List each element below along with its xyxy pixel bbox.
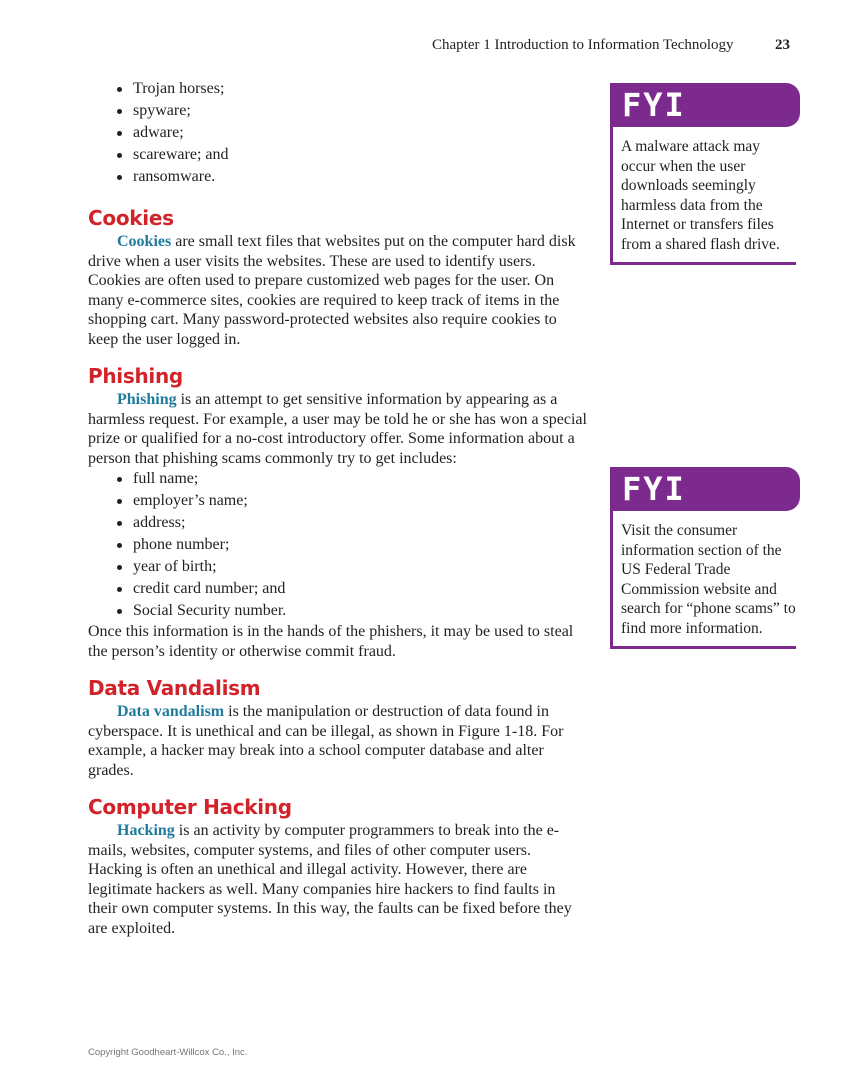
fyi-tab: [610, 467, 800, 511]
phishing-paragraph: Phishing is an attempt to get sensitive information by appearing as a harmless request. For example, a user may be told he or she has won a special prize or qualified for a no-cost introductory offer. Some information about a person that phishing scams commonly try to get includes:: [88, 391, 587, 467]
hacking-paragraph: Hacking is an activity by computer programmers to break into the e-mails, websites, computer systems, and files of other computer users. Hacking is often an unethical and illegal activity. However, there are legitimate hackers as well. Many companies hire hackers to find faults in their own computer systems. In this way, the faults can be fixed before they are exploited.: [88, 822, 572, 937]
list-item: credit card number; and: [116, 578, 588, 600]
section-heading-cookies: Cookies: [88, 206, 174, 230]
list-item: address;: [116, 512, 588, 534]
phishing-closing-paragraph: Once this information is in the hands of the phishers, it may be used to steal the person’s identity or otherwise commit fraud.: [88, 623, 574, 660]
section-heading-phishing: Phishing: [88, 364, 183, 388]
list-item: Trojan horses;: [116, 78, 588, 100]
list-item: employer’s name;: [116, 490, 588, 512]
list-item: ransomware.: [116, 166, 588, 188]
list-item: Social Security number.: [116, 600, 588, 622]
copyright-footer: Copyright Goodheart-Willcox Co., Inc.: [88, 1047, 248, 1058]
main-text-column: [88, 78, 588, 938]
section-heading-data-vandalism: Data Vandalism: [88, 676, 261, 700]
fyi-text: A malware attack may occur when the user downloads seemingly harmless data from the Internet or transfers files from a shared flash drive.: [610, 127, 796, 265]
fyi-label: FYI: [622, 86, 686, 124]
list-item: full name;: [116, 468, 588, 490]
glossary-term-hacking[interactable]: Hacking: [117, 822, 175, 839]
data-vandalism-paragraph: Data vandalism is the manipulation or destruction of data found in cyberspace. It is unethical and can be illegal, as shown in Figure 1-18. For example, a hacker may break into a school computer database and alter grades.: [88, 703, 564, 779]
fyi-tab: [610, 83, 800, 127]
cookies-paragraph: Cookies are small text files that websites put on the computer hard disk drive when a user visits the websites. These are used to identify users. Cookies are often used to prepare customized web pages for the user. On many e-commerce sites, cookies are required to keep track of items in the shopping cart. Many password-protected websites also require cookies to keep the user logged in.: [88, 233, 576, 348]
list-item: phone number;: [116, 534, 588, 556]
fyi-sidebar-phone-scams: [610, 467, 800, 649]
section-heading-computer-hacking: Computer Hacking: [88, 795, 292, 819]
list-item: scareware; and: [116, 144, 588, 166]
list-item: spyware;: [116, 100, 588, 122]
glossary-term-cookies[interactable]: Cookies: [117, 233, 172, 250]
phishing-info-list: [88, 468, 588, 622]
list-item: adware;: [116, 122, 588, 144]
chapter-title: Chapter 1 Introduction to Information Technology: [432, 37, 734, 53]
glossary-term-phishing[interactable]: Phishing: [117, 391, 177, 408]
list-item: year of birth;: [116, 556, 588, 578]
fyi-text: Visit the consumer information section of the US Federal Trade Commission website and search for “phone scams” to find more information.: [610, 511, 796, 649]
fyi-label: FYI: [622, 470, 686, 508]
malware-list: [88, 78, 588, 188]
glossary-term-data-vandalism[interactable]: Data vandalism: [117, 703, 225, 720]
page-number: 23: [775, 37, 790, 53]
fyi-sidebar-malware: [610, 83, 800, 265]
